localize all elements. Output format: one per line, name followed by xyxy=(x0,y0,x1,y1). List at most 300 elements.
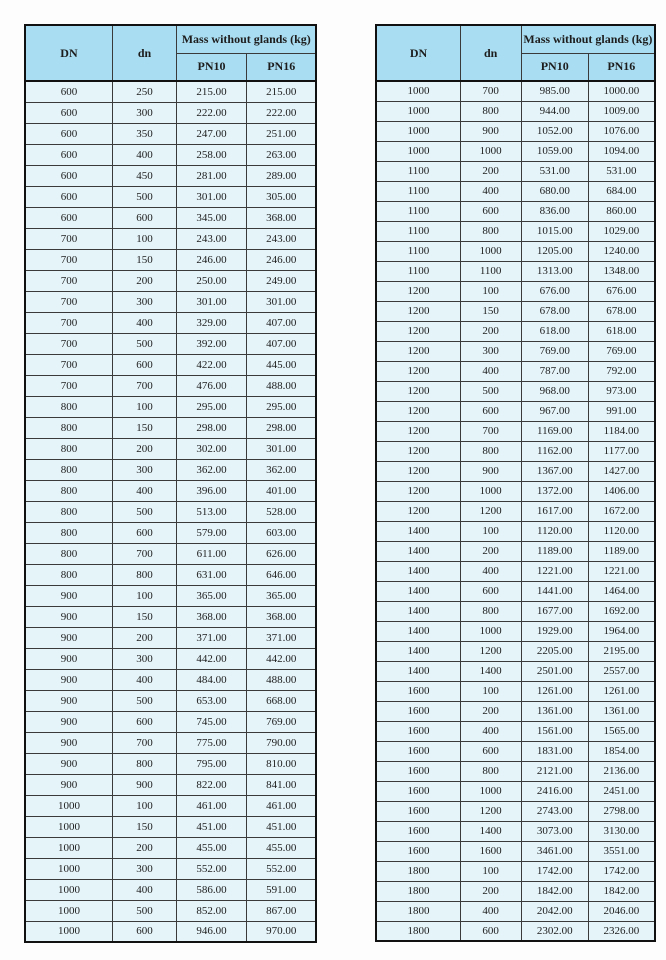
table-cell: 249.00 xyxy=(246,270,316,291)
table-row xyxy=(25,816,316,837)
col-header-dn-small: dn xyxy=(460,25,521,81)
table-cell: 2046.00 xyxy=(588,901,655,921)
table-cell: 442.00 xyxy=(177,648,247,669)
table-cell: 1800 xyxy=(376,921,460,941)
table-row xyxy=(376,661,655,681)
table-cell: 1400 xyxy=(376,541,460,561)
table-cell: 700 xyxy=(25,249,112,270)
table-cell: 222.00 xyxy=(177,102,247,123)
table-row xyxy=(376,821,655,841)
table-cell: 800 xyxy=(25,543,112,564)
table-row xyxy=(25,543,316,564)
table-cell: 1200 xyxy=(376,341,460,361)
table-cell: 400 xyxy=(112,312,176,333)
table-cell: 653.00 xyxy=(177,690,247,711)
table-cell: 1120.00 xyxy=(588,521,655,541)
table-cell: 600 xyxy=(25,81,112,102)
table-cell: 800 xyxy=(460,441,521,461)
table-cell: 298.00 xyxy=(177,417,247,438)
table-cell: 1367.00 xyxy=(521,461,588,481)
table-cell: 600 xyxy=(25,165,112,186)
table-cell: 461.00 xyxy=(177,795,247,816)
table-cell: 531.00 xyxy=(521,161,588,181)
table-cell: 600 xyxy=(460,201,521,221)
table-row xyxy=(25,165,316,186)
table-cell: 1400 xyxy=(460,661,521,681)
table-cell: 246.00 xyxy=(246,249,316,270)
table-cell: 302.00 xyxy=(177,438,247,459)
col-header-mass: Mass without glands (kg) xyxy=(177,25,317,53)
table-cell: 1094.00 xyxy=(588,141,655,161)
table-cell: 1692.00 xyxy=(588,601,655,621)
table-row xyxy=(376,261,655,281)
table-cell: 1441.00 xyxy=(521,581,588,601)
table-cell: 678.00 xyxy=(521,301,588,321)
table-row xyxy=(25,81,316,102)
table-cell: 600 xyxy=(460,741,521,761)
table-cell: 2326.00 xyxy=(588,921,655,941)
table-cell: 215.00 xyxy=(246,81,316,102)
table-cell: 1361.00 xyxy=(521,701,588,721)
table-cell: 700 xyxy=(112,543,176,564)
table-cell: 251.00 xyxy=(246,123,316,144)
table-cell: 1200 xyxy=(376,501,460,521)
table-cell: 1200 xyxy=(376,361,460,381)
table-cell: 500 xyxy=(112,501,176,522)
col-header-dn-small: dn xyxy=(112,25,176,81)
table-cell: 600 xyxy=(460,401,521,421)
table-cell: 200 xyxy=(460,541,521,561)
table-cell: 476.00 xyxy=(177,375,247,396)
table-cell: 600 xyxy=(112,711,176,732)
table-cell: 400 xyxy=(112,669,176,690)
table-cell: 295.00 xyxy=(177,396,247,417)
table-cell: 1000 xyxy=(25,837,112,858)
table-row xyxy=(25,837,316,858)
table-cell: 1100 xyxy=(376,201,460,221)
table-cell: 1600 xyxy=(460,841,521,861)
table-row xyxy=(25,648,316,669)
table-cell: 900 xyxy=(460,121,521,141)
table-cell: 1600 xyxy=(376,801,460,821)
table-row xyxy=(25,858,316,879)
table-cell: 1372.00 xyxy=(521,481,588,501)
table-cell: 841.00 xyxy=(246,774,316,795)
table-cell: 1177.00 xyxy=(588,441,655,461)
table-cell: 450 xyxy=(112,165,176,186)
table-row xyxy=(376,721,655,741)
table-cell: 985.00 xyxy=(521,81,588,101)
table-cell: 1600 xyxy=(376,841,460,861)
table-cell: 300 xyxy=(112,648,176,669)
table-cell: 944.00 xyxy=(521,101,588,121)
table-cell: 586.00 xyxy=(177,879,247,900)
table-cell: 1120.00 xyxy=(521,521,588,541)
table-cell: 700 xyxy=(25,312,112,333)
table-cell: 700 xyxy=(25,228,112,249)
table-row xyxy=(376,761,655,781)
table-cell: 1831.00 xyxy=(521,741,588,761)
table-cell: 1400 xyxy=(376,581,460,601)
table-cell: 970.00 xyxy=(246,921,316,942)
table-cell: 800 xyxy=(25,417,112,438)
table-cell: 968.00 xyxy=(521,381,588,401)
table-cell: 451.00 xyxy=(246,816,316,837)
table-row xyxy=(376,381,655,401)
table-row xyxy=(376,501,655,521)
table-cell: 631.00 xyxy=(177,564,247,585)
col-header-mass: Mass without glands (kg) xyxy=(521,25,655,53)
table-cell: 2195.00 xyxy=(588,641,655,661)
table-cell: 461.00 xyxy=(246,795,316,816)
table-cell: 500 xyxy=(460,381,521,401)
table-cell: 1600 xyxy=(376,821,460,841)
table-row xyxy=(376,101,655,121)
table-cell: 400 xyxy=(112,144,176,165)
table-cell: 1100 xyxy=(376,261,460,281)
table-cell: 300 xyxy=(112,459,176,480)
table-row xyxy=(25,585,316,606)
table-cell: 618.00 xyxy=(521,321,588,341)
table-row xyxy=(376,901,655,921)
table-row xyxy=(25,249,316,270)
table-cell: 900 xyxy=(25,732,112,753)
table-cell: 579.00 xyxy=(177,522,247,543)
table-row xyxy=(25,438,316,459)
table-cell: 345.00 xyxy=(177,207,247,228)
table-cell: 700 xyxy=(112,375,176,396)
table-cell: 600 xyxy=(112,354,176,375)
table-cell: 1742.00 xyxy=(521,861,588,881)
table-cell: 1600 xyxy=(376,781,460,801)
table-cell: 2501.00 xyxy=(521,661,588,681)
table-cell: 400 xyxy=(460,901,521,921)
table-row xyxy=(376,601,655,621)
table-body-left xyxy=(25,81,316,942)
table-row xyxy=(25,333,316,354)
table-cell: 900 xyxy=(25,669,112,690)
table-cell: 300 xyxy=(112,102,176,123)
table-cell: 900 xyxy=(25,690,112,711)
table-cell: 400 xyxy=(112,879,176,900)
table-cell: 900 xyxy=(25,606,112,627)
table-cell: 678.00 xyxy=(588,301,655,321)
table-cell: 1162.00 xyxy=(521,441,588,461)
table-cell: 1361.00 xyxy=(588,701,655,721)
table-cell: 600 xyxy=(25,123,112,144)
table-row xyxy=(376,221,655,241)
table-cell: 1464.00 xyxy=(588,581,655,601)
table-cell: 591.00 xyxy=(246,879,316,900)
table-cell: 1000 xyxy=(460,481,521,501)
table-cell: 3551.00 xyxy=(588,841,655,861)
table-cell: 800 xyxy=(25,396,112,417)
table-row xyxy=(376,521,655,541)
table-cell: 1000 xyxy=(376,101,460,121)
table-cell: 1000 xyxy=(376,121,460,141)
table-row xyxy=(376,121,655,141)
table-row xyxy=(376,81,655,101)
table-row xyxy=(376,801,655,821)
table-cell: 600 xyxy=(112,921,176,942)
table-cell: 243.00 xyxy=(177,228,247,249)
table-cell: 1000 xyxy=(376,141,460,161)
table-cell: 1617.00 xyxy=(521,501,588,521)
table-cell: 400 xyxy=(112,480,176,501)
table-cell: 900 xyxy=(25,585,112,606)
table-cell: 1348.00 xyxy=(588,261,655,281)
table-cell: 900 xyxy=(25,648,112,669)
table-cell: 700 xyxy=(25,270,112,291)
table-cell: 1854.00 xyxy=(588,741,655,761)
table-cell: 973.00 xyxy=(588,381,655,401)
table-cell: 852.00 xyxy=(177,900,247,921)
table-cell: 967.00 xyxy=(521,401,588,421)
table-cell: 1221.00 xyxy=(521,561,588,581)
table-cell: 618.00 xyxy=(588,321,655,341)
table-cell: 2798.00 xyxy=(588,801,655,821)
table-cell: 1100 xyxy=(376,221,460,241)
table-cell: 500 xyxy=(112,186,176,207)
table-cell: 2743.00 xyxy=(521,801,588,821)
table-cell: 246.00 xyxy=(177,249,247,270)
table-cell: 1000.00 xyxy=(588,81,655,101)
table-cell: 1100 xyxy=(460,261,521,281)
table-row xyxy=(376,421,655,441)
table-row xyxy=(376,401,655,421)
mass-table-right xyxy=(375,24,656,942)
table-cell: 298.00 xyxy=(246,417,316,438)
table-cell: 790.00 xyxy=(246,732,316,753)
table-cell: 800 xyxy=(25,480,112,501)
table-cell: 1600 xyxy=(376,681,460,701)
table-row xyxy=(25,291,316,312)
table-row xyxy=(25,228,316,249)
table-cell: 301.00 xyxy=(177,186,247,207)
table-row xyxy=(376,581,655,601)
table-cell: 800 xyxy=(460,101,521,121)
table-row xyxy=(25,753,316,774)
table-cell: 445.00 xyxy=(246,354,316,375)
table-row xyxy=(376,541,655,561)
table-row xyxy=(376,201,655,221)
table-cell: 400 xyxy=(460,181,521,201)
table-cell: 800 xyxy=(460,601,521,621)
col-header-dn: DN xyxy=(25,25,112,81)
table-cell: 700 xyxy=(25,354,112,375)
table-cell: 900 xyxy=(25,627,112,648)
table-cell: 400 xyxy=(460,561,521,581)
table-cell: 867.00 xyxy=(246,900,316,921)
table-cell: 700 xyxy=(460,421,521,441)
table-cell: 305.00 xyxy=(246,186,316,207)
table-cell: 392.00 xyxy=(177,333,247,354)
table-row xyxy=(376,141,655,161)
table-cell: 1842.00 xyxy=(521,881,588,901)
table-cell: 247.00 xyxy=(177,123,247,144)
table-row xyxy=(376,561,655,581)
table-cell: 1100 xyxy=(376,181,460,201)
table-row xyxy=(25,207,316,228)
table-cell: 1427.00 xyxy=(588,461,655,481)
table-cell: 1059.00 xyxy=(521,141,588,161)
table-cell: 800 xyxy=(25,438,112,459)
table-cell: 1400 xyxy=(376,661,460,681)
table-cell: 2302.00 xyxy=(521,921,588,941)
table-cell: 769.00 xyxy=(588,341,655,361)
table-cell: 281.00 xyxy=(177,165,247,186)
table-row xyxy=(25,900,316,921)
table-row xyxy=(376,841,655,861)
table-cell: 2205.00 xyxy=(521,641,588,661)
table-cell: 1200 xyxy=(460,801,521,821)
table-cell: 1400 xyxy=(376,601,460,621)
table-row xyxy=(25,312,316,333)
table-cell: 1261.00 xyxy=(588,681,655,701)
table-cell: 1800 xyxy=(376,861,460,881)
table-cell: 1184.00 xyxy=(588,421,655,441)
table-header xyxy=(376,25,655,81)
table-row xyxy=(25,564,316,585)
table-cell: 215.00 xyxy=(177,81,247,102)
table-cell: 1600 xyxy=(376,701,460,721)
table-row xyxy=(25,459,316,480)
table-row xyxy=(376,181,655,201)
table-cell: 150 xyxy=(112,249,176,270)
table-cell: 1221.00 xyxy=(588,561,655,581)
table-cell: 626.00 xyxy=(246,543,316,564)
table-cell: 2042.00 xyxy=(521,901,588,921)
table-cell: 769.00 xyxy=(521,341,588,361)
table-cell: 368.00 xyxy=(246,207,316,228)
table-cell: 1000 xyxy=(25,879,112,900)
table-cell: 350 xyxy=(112,123,176,144)
table-cell: 365.00 xyxy=(246,585,316,606)
table-cell: 100 xyxy=(460,681,521,701)
table-row xyxy=(376,341,655,361)
table-cell: 1313.00 xyxy=(521,261,588,281)
table-row xyxy=(376,701,655,721)
table-row xyxy=(376,881,655,901)
table-cell: 1200 xyxy=(376,301,460,321)
table-cell: 1200 xyxy=(460,501,521,521)
table-row xyxy=(25,123,316,144)
table-cell: 2121.00 xyxy=(521,761,588,781)
table-cell: 1400 xyxy=(376,561,460,581)
table-cell: 775.00 xyxy=(177,732,247,753)
table-cell: 600 xyxy=(25,186,112,207)
table-cell: 258.00 xyxy=(177,144,247,165)
table-cell: 800 xyxy=(25,501,112,522)
table-row xyxy=(376,361,655,381)
table-cell: 365.00 xyxy=(177,585,247,606)
col-header-pn16: PN16 xyxy=(588,53,655,81)
table-cell: 769.00 xyxy=(246,711,316,732)
table-cell: 100 xyxy=(112,585,176,606)
table-cell: 1029.00 xyxy=(588,221,655,241)
table-cell: 1000 xyxy=(25,900,112,921)
table-row xyxy=(376,641,655,661)
table-cell: 836.00 xyxy=(521,201,588,221)
table-cell: 407.00 xyxy=(246,312,316,333)
table-cell: 250.00 xyxy=(177,270,247,291)
col-header-pn16: PN16 xyxy=(246,53,316,81)
table-cell: 400 xyxy=(460,721,521,741)
table-cell: 1200 xyxy=(376,421,460,441)
table-cell: 745.00 xyxy=(177,711,247,732)
table-cell: 700 xyxy=(25,375,112,396)
table-cell: 1400 xyxy=(460,821,521,841)
table-cell: 300 xyxy=(460,341,521,361)
table-cell: 1009.00 xyxy=(588,101,655,121)
table-cell: 900 xyxy=(460,461,521,481)
table-row xyxy=(25,627,316,648)
table-row xyxy=(25,270,316,291)
table-cell: 1400 xyxy=(376,641,460,661)
table-row xyxy=(25,144,316,165)
table-cell: 3073.00 xyxy=(521,821,588,841)
table-cell: 301.00 xyxy=(246,291,316,312)
table-cell: 1200 xyxy=(376,441,460,461)
table-row xyxy=(25,480,316,501)
table-cell: 800 xyxy=(460,761,521,781)
table-cell: 1600 xyxy=(376,741,460,761)
table-cell: 1200 xyxy=(460,641,521,661)
col-header-dn: DN xyxy=(376,25,460,81)
table-cell: 1000 xyxy=(460,621,521,641)
table-cell: 800 xyxy=(112,564,176,585)
table-cell: 700 xyxy=(25,333,112,354)
table-cell: 200 xyxy=(460,701,521,721)
table-cell: 1565.00 xyxy=(588,721,655,741)
table-cell: 1261.00 xyxy=(521,681,588,701)
table-row xyxy=(376,281,655,301)
table-cell: 442.00 xyxy=(246,648,316,669)
table-cell: 552.00 xyxy=(177,858,247,879)
table-cell: 1842.00 xyxy=(588,881,655,901)
mass-table-left xyxy=(24,24,317,943)
table-cell: 455.00 xyxy=(246,837,316,858)
table-cell: 1964.00 xyxy=(588,621,655,641)
table-cell: 1200 xyxy=(376,281,460,301)
table-cell: 100 xyxy=(112,396,176,417)
table-header xyxy=(25,25,316,81)
table-row xyxy=(25,606,316,627)
table-cell: 488.00 xyxy=(246,375,316,396)
table-cell: 2557.00 xyxy=(588,661,655,681)
table-cell: 1076.00 xyxy=(588,121,655,141)
table-row xyxy=(25,375,316,396)
table-row xyxy=(376,921,655,941)
table-cell: 1742.00 xyxy=(588,861,655,881)
table-row xyxy=(376,781,655,801)
col-header-pn10: PN10 xyxy=(521,53,588,81)
table-row xyxy=(376,441,655,461)
table-cell: 200 xyxy=(460,161,521,181)
table-cell: 100 xyxy=(112,795,176,816)
table-cell: 1200 xyxy=(376,381,460,401)
table-row xyxy=(25,354,316,375)
table-cell: 1800 xyxy=(376,901,460,921)
table-cell: 600 xyxy=(460,581,521,601)
table-cell: 900 xyxy=(25,774,112,795)
table-cell: 200 xyxy=(460,881,521,901)
table-cell: 1000 xyxy=(460,781,521,801)
table-cell: 1000 xyxy=(460,141,521,161)
table-cell: 500 xyxy=(112,900,176,921)
table-row xyxy=(376,481,655,501)
table-cell: 301.00 xyxy=(246,438,316,459)
